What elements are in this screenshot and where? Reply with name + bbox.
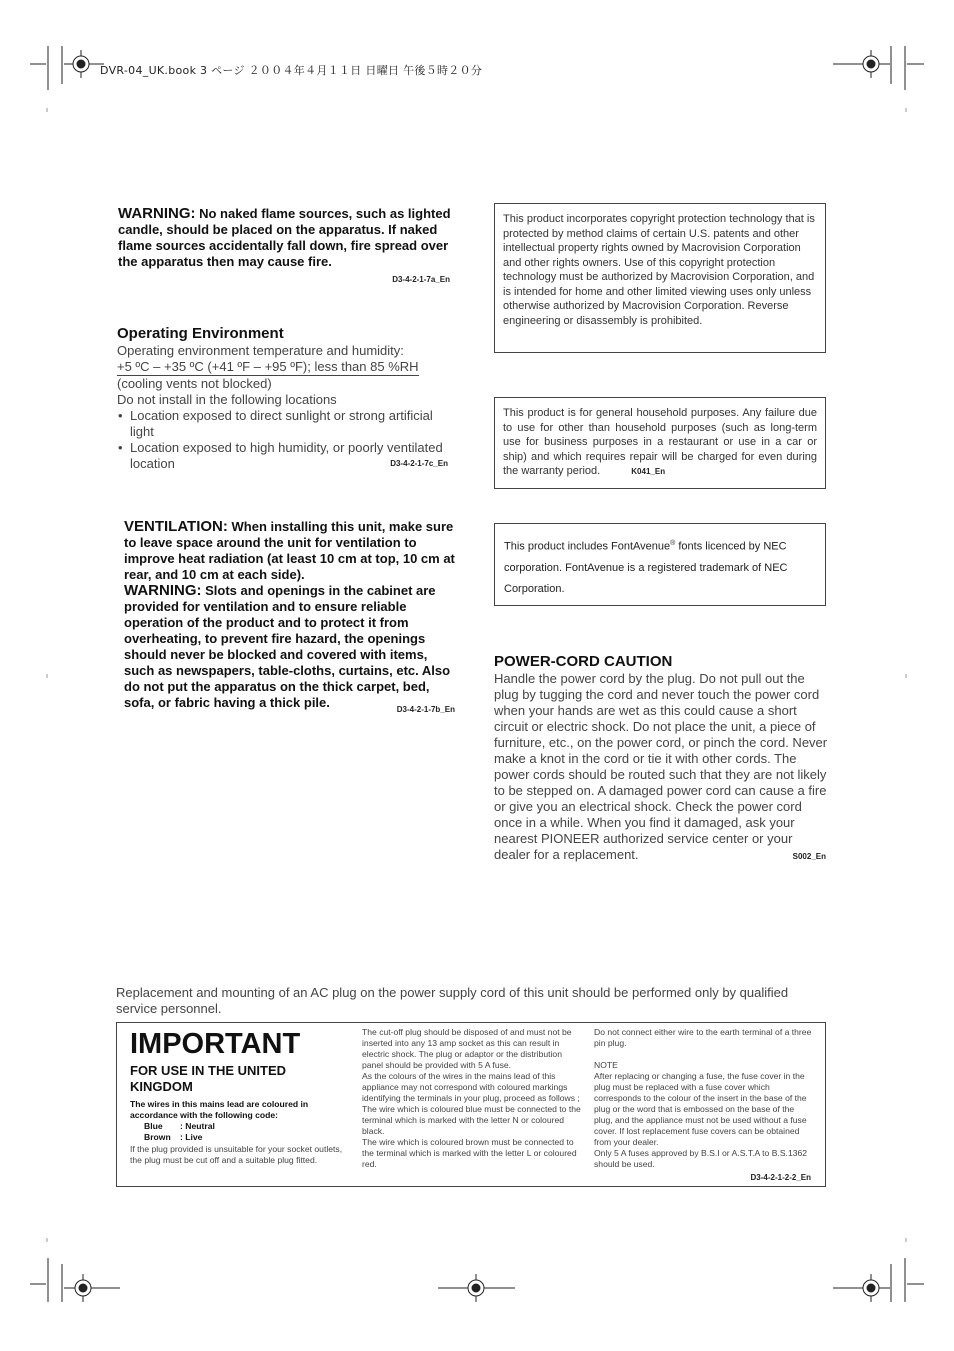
wires-intro: The wires in this mains lead are coloured in accordance with the following code: (130, 1099, 309, 1120)
operating-env-line1: Operating environment temperature and humidity: (117, 343, 404, 358)
power-cord-code: S002_En (792, 852, 826, 861)
wire-brown: Brown : Live (144, 1132, 203, 1142)
replacement-note: Replacement and mounting of an AC plug on the power supply cord of this unit should be performed only by qualified service personnel. (116, 985, 789, 1016)
warning-flame-code: D3-4-2-1-7a_En (392, 275, 450, 284)
operating-env-line3: (cooling vents not blocked) (117, 376, 272, 391)
ventilation-text: When installing this unit, make sure to leave space around the unit for ventilation to improve heat radiation (at least 10 cm at top, 10 cm at rear, and 10 cm at each side). (124, 519, 455, 582)
important-col3: Do not connect either wire to the earth terminal of a three pin plug. NOTE After replacing or changing a fuse, the fuse cover in the plug must be replaced with a fuse cover which corresponds to the colour of the insert in the base of the plug or the word that is embossed on the base of the plug, and the appliance must not be used without a fuse cover. If lost replacement fuse covers can be obtained from your dealer. Only 5 A fuses approved by B.S.I or A.S.T.A to B.S.1362 should be used. (594, 1027, 812, 1169)
operating-environment-section (117, 325, 453, 472)
warning-flame-text: No naked flame sources, such as lighted candle, should be placed on the apparatus. If naked flame sources accidentally fall down, fire spread over the apparatus then may cause fire. (118, 206, 451, 269)
ventilation-warning-label: WARNING: (124, 582, 202, 599)
font-text-before: This product includes FontAvenue (504, 540, 671, 553)
font-text-after: fonts licenced by NEC corporation. FontAvenue is a registered trademark of NEC Corporation. (504, 540, 788, 595)
household-text: This product is for general household purposes. Any failure due to use for other than household purposes (such as long-term use for business purposes in a restaurant or use in a car or ship) and which requires repair will be charged for even during the warranty period. (503, 407, 817, 477)
important-code: D3-4-2-1-2-2_En (750, 1173, 811, 1182)
wire-blue: Blue : Neutral (144, 1121, 215, 1131)
operating-env-line4: Do not install in the following locations (117, 392, 337, 407)
important-box (116, 1022, 826, 1187)
ventilation-label: VENTILATION: (124, 518, 228, 535)
power-cord-section (494, 653, 828, 863)
ventilation-section (124, 518, 458, 714)
copyright-box (494, 203, 826, 353)
ventilation-warning-text: Slots and openings in the cabinet are provided for ventilation and to ensure reliable operation of the product and to protect it from overheating, to prevent fire hazard, the openings should never be blocked and covered with items, such as newspapers, table-cloths, curtains, etc. Also do not put the apparatus on the thick carpet, bed, sofa, or fabric having a thick pile. (124, 583, 451, 710)
print-header: DVR-04_UK.book 3 ページ ２００４年４月１１日 日曜日 午後５時２０分 (100, 64, 483, 77)
ventilation-code: D3-4-2-1-7b_En (396, 705, 455, 714)
important-col1 (130, 1027, 352, 1166)
socket-note: If the plug provided is unsuitable for your socket outlets, the plug must be cut off and a suitable plug fitted. (130, 1144, 343, 1165)
important-subtitle: FOR USE IN THE UNITED KINGDOM (130, 1063, 287, 1094)
list-item: • Location exposed to high humidity, or poorly ventilated location (117, 440, 453, 472)
household-box (494, 397, 826, 489)
power-cord-title: POWER-CORD CAUTION (494, 653, 673, 670)
copyright-text: This product incorporates copyright protection technology that is protected by method claims of certain U.S. patents and other intellectual property rights owned by Macrovision Corporation and other rights owners. Use of this copyright protection technology must be authorized by Macrovision Corporation, and is intended for home and other limited viewing uses only unless otherwise authorized by Macrovision Corporation. Reverse engineering or disassembly is prohibited. (503, 213, 815, 327)
power-cord-text: Handle the power cord by the plug. Do not pull out the plug by tugging the cord and never touch the power cord when your hands are wet as this could cause a short circuit or electric shock. Do not place the unit, a piece of furniture, etc., on the power cord, or pinch the cord. Never make a knot in the cord or tie it with other cords. The power cords should be routed such that they are not likely to be stepped on. A damaged power cord can cause a fire or give you an electrical shock. Check the power cord once in a while. When you find it damaged, ask your nearest PIONEER authorized service center or your dealer for a replacement. (494, 671, 828, 862)
operating-env-line2: +5 ºC – +35 ºC (+41 ºF – +95 ºF); less than 85 %RH (117, 359, 419, 374)
registered-mark: ® (670, 540, 676, 547)
household-code: K041_En (631, 467, 666, 476)
list-item: • Location exposed to direct sunlight or strong artificial light (117, 408, 453, 440)
warning-flame-section (118, 206, 453, 284)
warning-label: WARNING: (118, 205, 196, 222)
operating-env-code: D3-4-2-1-7c_En (390, 459, 448, 468)
font-box (494, 523, 826, 606)
operating-environment-title: Operating Environment (117, 325, 284, 342)
important-col2: The cut-off plug should be disposed of and must not be inserted into any 13 amp socket as this can result in electric shock. The plug or adaptor or the distribution panel should be provided with 5 A fuse. As the colours of the wires in the mains lead of this appliance may not correspond with coloured markings identifying the terminals in your plug, proceed as follows ; The wire which is coloured blue must be connected to the terminal which is marked with the letter N or coloured black. The wire which is coloured brown must be connected to the terminal which is marked with the letter L or coloured red. (362, 1027, 581, 1169)
important-title: IMPORTANT (130, 1028, 301, 1060)
